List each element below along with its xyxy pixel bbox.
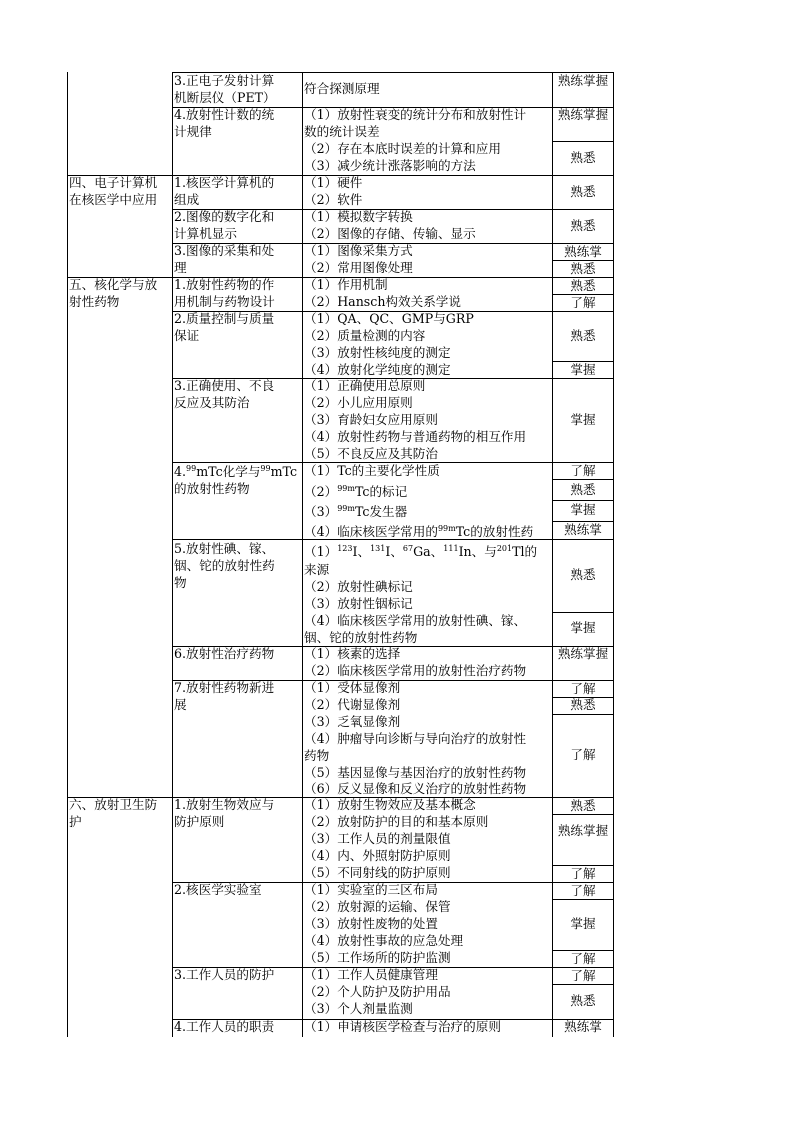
level-cell: 了解 xyxy=(570,883,596,898)
item-line: （5）基因显像与基因治疗的放射性药物 xyxy=(304,765,527,780)
unit-title-line: 反应及其防治 xyxy=(174,395,250,410)
level-cell: 熟练掌 xyxy=(564,522,602,537)
level-cell: 熟练掌 xyxy=(564,244,602,259)
level-cell: 熟悉 xyxy=(570,482,596,497)
level-cell: 熟悉 xyxy=(570,798,596,813)
section-title-line: 护 xyxy=(69,814,82,829)
item-line: （3）工作人员的剂量限值 xyxy=(304,831,451,846)
unit-title-line: 理 xyxy=(174,260,187,275)
unit-title-line: 3.正电子发射计算 xyxy=(174,73,275,88)
grid-line xyxy=(552,714,614,715)
unit-title-line: 4.99mTc化学与$^{99}$mTc xyxy=(174,464,298,479)
item-line: （1）实验室的三区布局 xyxy=(304,882,438,897)
item-line: （1）放射生物效应及基本概念 xyxy=(304,797,476,812)
item-line: （2）放射性碘标记 xyxy=(304,579,413,594)
level-cell: 了解 xyxy=(570,681,596,696)
grid-line xyxy=(552,612,614,613)
item-line: （3）放射性废物的处置 xyxy=(304,916,438,931)
grid-line xyxy=(552,141,614,142)
level-cell: 掌握 xyxy=(570,502,596,517)
unit-title-line: 展 xyxy=(174,697,187,712)
level-cell: 熟悉 xyxy=(570,184,596,199)
item-line: （3）减少统计涨落影响的方法 xyxy=(304,158,476,173)
unit-title-line: 2.质量控制与质量 xyxy=(174,311,275,326)
item-line: （1）作用机制 xyxy=(304,277,388,292)
grid-line xyxy=(552,500,614,501)
level-cell: 熟悉 xyxy=(570,261,596,276)
grid-line xyxy=(67,72,68,1037)
item-line: （1）受体显像剂 xyxy=(304,680,401,695)
section-title-line: 四、电子计算机 xyxy=(69,175,158,190)
item-line: （2）常用图像处理 xyxy=(304,260,413,275)
item-line: （1）图像采集方式 xyxy=(304,243,413,258)
unit-title-line: 保证 xyxy=(174,328,200,343)
unit-title-line: 计算机显示 xyxy=(174,226,237,241)
level-cell: 了解 xyxy=(570,951,596,966)
unit-title-line: 7.放射性药物新进 xyxy=(174,680,275,695)
unit-title-line: 3.工作人员的防护 xyxy=(174,967,275,982)
level-cell: 熟悉 xyxy=(570,328,596,343)
item-line: （3）育龄妇女应用原则 xyxy=(304,412,438,427)
unit-title-line: 计规律 xyxy=(174,124,212,139)
level-cell: 熟悉 xyxy=(570,993,596,1008)
item-line: （3）放射性铟标记 xyxy=(304,596,413,611)
item-line: （5）工作场所的防护监测 xyxy=(304,950,451,965)
grid-line xyxy=(613,72,614,1037)
item-line: $(2)^{99m}Tc$的标记 xyxy=(304,484,408,499)
item-line: （5）不良反应及其防治 xyxy=(304,446,438,461)
level-cell: 掌握 xyxy=(570,916,596,931)
unit-title-line: 用机制与药物设计 xyxy=(174,294,275,309)
level-cell: 了解 xyxy=(570,747,596,762)
unit-title-line: 5.放射性碘、镓、 xyxy=(174,541,275,556)
level-cell: 掌握 xyxy=(570,412,596,427)
item-line: 数的统计误差 xyxy=(304,124,380,139)
unit-title-line: 6.放射性治疗药物 xyxy=(174,646,275,661)
item-line: （4）内、外照射防护原则 xyxy=(304,848,451,863)
item-line: $(1)^{123}I$、$^{131}$I、$^{67}$Ga、$^{111}$In、与$^{201}$Tl的 xyxy=(304,544,538,559)
section-title-line: 六、放射卫生防 xyxy=(69,797,158,812)
item-line: （2）Hansch构效关系学说 xyxy=(304,294,461,309)
item-line: （1）QA、QC、GMP与GRP xyxy=(304,311,474,326)
unit-title-line: 防护原则 xyxy=(174,814,225,829)
item-line: （2）放射源的运输、保管 xyxy=(304,899,451,914)
unit-title-line: 2.核医学实验室 xyxy=(174,882,262,897)
level-cell: 熟悉 xyxy=(570,218,596,233)
item-line: （2）软件 xyxy=(304,192,363,207)
unit-title-line: 4.工作人员的职责 xyxy=(174,1019,275,1034)
level-cell: 熟悉 xyxy=(570,150,596,165)
item-line: （3）个人剂量监测 xyxy=(304,1001,413,1016)
level-cell: 熟悉 xyxy=(570,697,596,712)
item-line: （2）个人防护及防护用品 xyxy=(304,984,451,999)
unit-title-line: 4.放射性计数的统 xyxy=(174,107,275,122)
unit-title-line: 铟、铊的放射性药 xyxy=(174,558,275,573)
section-title-line: 五、核化学与放 xyxy=(69,277,158,292)
unit-title-line: 组成 xyxy=(174,192,200,207)
unit-title-line: 的放射性药物 xyxy=(174,481,250,496)
level-cell: 熟练掌握 xyxy=(557,73,609,88)
unit-title-line: 3.图像的采集和处 xyxy=(174,243,275,258)
level-cell: 了解 xyxy=(570,463,596,478)
item-line: （1）硬件 xyxy=(304,175,363,190)
item-line: （3）放射性核纯度的测定 xyxy=(304,345,451,360)
item-line: （2）图像的存储、传输、显示 xyxy=(304,226,476,241)
item-line: （5）不同射线的防护原则 xyxy=(304,865,451,880)
level-cell: 了解 xyxy=(570,968,596,983)
item-line: （2）小儿应用原则 xyxy=(304,395,413,410)
item-line: （2）代谢显像剂 xyxy=(304,697,401,712)
item-line: （1）正确使用总原则 xyxy=(304,378,426,393)
item-line: （3）乏氧显像剂 xyxy=(304,714,401,729)
level-cell: 熟练掌握 xyxy=(557,107,609,122)
item-line: 药物 xyxy=(304,748,330,763)
item-line: 铟、铊的放射性药物 xyxy=(304,630,418,645)
item-line: （1）核素的选择 xyxy=(304,646,401,661)
unit-title-line: 2.图像的数字化和 xyxy=(174,209,275,224)
level-cell: 熟练掌握 xyxy=(557,823,609,838)
item-line: 符合探测原理 xyxy=(304,81,380,96)
level-cell: 熟练掌握 xyxy=(557,646,609,661)
level-cell: 熟练掌 xyxy=(564,1019,602,1034)
item-line: 来源 xyxy=(304,562,330,577)
unit-title-line: 1.核医学计算机的 xyxy=(174,175,275,190)
item-line: （1）工作人员健康管理 xyxy=(304,967,438,982)
item-line: （1）申请核医学检查与治疗的原则 xyxy=(304,1019,501,1034)
level-cell: 熟悉 xyxy=(570,567,596,582)
item-line: （4）肿瘤导向诊断与导向治疗的放射性 xyxy=(304,731,527,746)
grid-line xyxy=(302,72,303,1037)
level-cell: 掌握 xyxy=(570,362,596,377)
item-line: （4）放射性事故的应急处理 xyxy=(304,933,464,948)
item-line: （4）临床核医学常用的$^{99m}$Tc的放射性药 xyxy=(304,524,534,539)
item-line: $(3)^{99m}Tc$发生器 xyxy=(304,504,408,519)
level-cell: 了解 xyxy=(570,295,596,310)
unit-title-line: 1.放射生物效应与 xyxy=(174,797,275,812)
level-cell: 掌握 xyxy=(570,620,596,635)
level-cell: 了解 xyxy=(570,866,596,881)
unit-title-line: 机断层仪（PET） xyxy=(174,90,276,105)
section-title-line: 射性药物 xyxy=(69,294,120,309)
level-cell: 熟悉 xyxy=(570,278,596,293)
item-line: （4）放射性药物与普通药物的相互作用 xyxy=(304,429,527,444)
item-line: （4）临床核医学常用的放射性碘、镓、 xyxy=(304,613,527,628)
item-line: （2）质量检测的内容 xyxy=(304,328,426,343)
item-line: （1）Tc的主要化学性质 xyxy=(304,463,440,478)
item-line: （2）存在本底时误差的计算和应用 xyxy=(304,141,501,156)
item-line: （1）模拟数字转换 xyxy=(304,209,413,224)
section-title-line: 在核医学中应用 xyxy=(69,192,158,207)
item-line: （2）临床核医学常用的放射性治疗药物 xyxy=(304,663,527,678)
item-line: （2）放射防护的目的和基本原则 xyxy=(304,814,489,829)
unit-title-line: 物 xyxy=(174,575,187,590)
item-line: （6）反义显像和反义治疗的放射性药物 xyxy=(304,781,527,796)
item-line: （1）放射性衰变的统计分布和放射性计 xyxy=(304,107,527,122)
unit-title-line: 1.放射性药物的作 xyxy=(174,277,275,292)
item-line: （4）放射化学纯度的测定 xyxy=(304,362,451,377)
unit-title-line: 3.正确使用、不良 xyxy=(174,378,275,393)
